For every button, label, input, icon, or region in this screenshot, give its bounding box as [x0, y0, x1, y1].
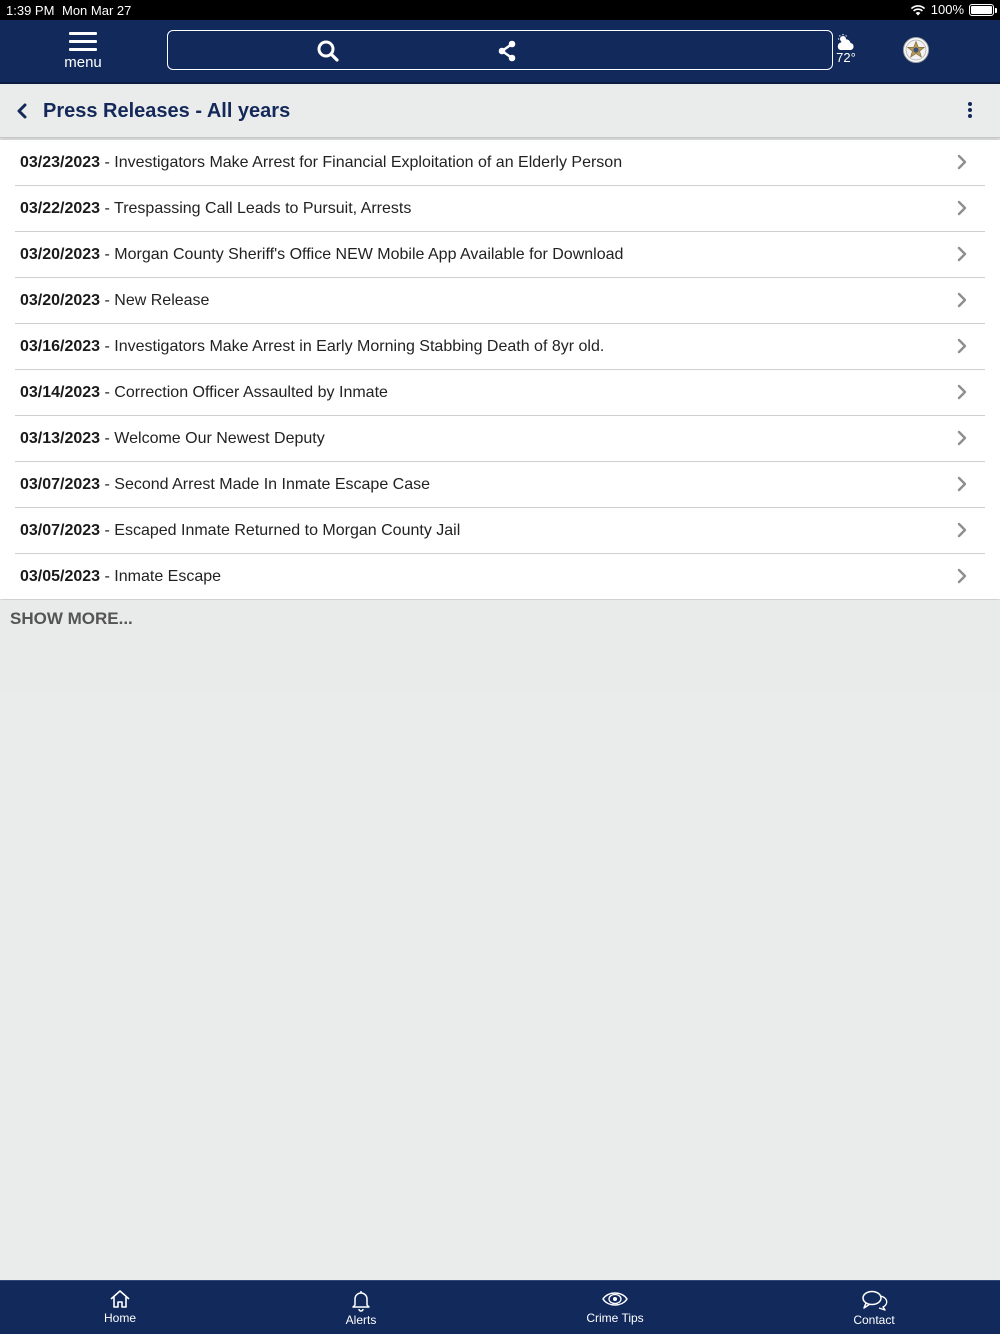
list-item[interactable]	[15, 416, 985, 462]
status-time: 1:39 PM	[6, 3, 55, 18]
release-date: 03/14/2023	[20, 384, 101, 401]
hamburger-icon	[69, 32, 97, 51]
sheriff-badge-icon[interactable]	[903, 37, 929, 63]
release-title: Investigators Make Arrest in Early Morning Stabbing Death of 8yr old.	[114, 338, 605, 355]
bottom-tab-bar	[0, 1280, 1000, 1334]
back-button[interactable]	[14, 100, 32, 122]
release-title: Welcome Our Newest Deputy	[114, 430, 325, 447]
kebab-dot	[968, 114, 972, 118]
status-right	[910, 2, 994, 17]
chevron-left-icon	[14, 100, 30, 122]
show-more-button[interactable]: SHOW MORE...	[10, 609, 133, 628]
more-options-button[interactable]	[962, 102, 978, 122]
list-item[interactable]	[15, 324, 985, 370]
menu-button[interactable]	[52, 28, 114, 76]
separator: -	[100, 522, 115, 539]
chevron-right-icon	[957, 430, 967, 446]
chevron-right-icon	[957, 338, 967, 354]
list-item-text	[20, 200, 411, 218]
status-bar	[0, 0, 1000, 20]
list-item[interactable]	[15, 370, 985, 416]
list-item-text	[20, 522, 460, 540]
release-title: Second Arrest Made In Inmate Escape Case	[114, 476, 431, 493]
list-item[interactable]	[15, 186, 985, 232]
chevron-right-icon	[957, 154, 967, 170]
separator: -	[100, 430, 115, 447]
page-title: Press Releases - All years	[43, 100, 291, 122]
separator: -	[100, 246, 115, 263]
list-item[interactable]	[15, 278, 985, 324]
list-item-text	[20, 430, 325, 448]
app-header	[0, 20, 1000, 84]
chevron-right-icon	[957, 476, 967, 492]
weather-button[interactable]	[816, 31, 876, 71]
tab-alerts-label: Alerts	[345, 1313, 377, 1327]
header-toolbox	[167, 30, 856, 70]
separator: -	[100, 476, 115, 493]
chevron-right-icon	[957, 522, 967, 538]
tab-alerts[interactable]	[311, 1281, 411, 1334]
list-item-text	[20, 568, 221, 586]
weather-temp: 72°	[836, 50, 856, 65]
release-date: 03/23/2023	[20, 154, 101, 171]
separator: -	[100, 384, 115, 401]
tab-contact[interactable]	[824, 1281, 924, 1334]
kebab-dot	[968, 102, 972, 106]
list-item[interactable]	[15, 140, 985, 186]
press-release-list	[0, 140, 1000, 599]
battery-percent: 100%	[930, 2, 964, 17]
release-date: 03/16/2023	[20, 338, 101, 355]
release-title: Escaped Inmate Returned to Morgan County Jail	[114, 522, 461, 539]
release-title: Investigators Make Arrest for Financial Exploitation of an Elderly Person	[114, 154, 623, 171]
share-button[interactable]	[477, 31, 537, 71]
release-title: Morgan County Sheriff's Office NEW Mobile App Available for Download	[114, 246, 624, 263]
home-icon	[108, 1288, 132, 1310]
release-date: 03/22/2023	[20, 200, 101, 217]
list-item-text	[20, 384, 388, 402]
release-date: 03/20/2023	[20, 292, 101, 309]
chevron-right-icon	[957, 246, 967, 262]
tab-home-label: Home	[103, 1311, 136, 1325]
separator: -	[100, 568, 115, 585]
release-date: 03/07/2023	[20, 522, 101, 539]
separator: -	[100, 154, 115, 171]
menu-label: menu	[64, 54, 102, 71]
battery-icon	[969, 4, 994, 16]
star-icon	[905, 39, 927, 61]
title-bar	[0, 86, 1000, 138]
separator: -	[100, 292, 115, 309]
wifi-icon	[910, 4, 926, 16]
list-item[interactable]	[15, 232, 985, 278]
list-item[interactable]	[15, 554, 985, 600]
separator: -	[100, 338, 115, 355]
release-date: 03/07/2023	[20, 476, 101, 493]
release-date: 03/05/2023	[20, 568, 101, 585]
show-more-area	[0, 600, 1000, 692]
release-title: Inmate Escape	[114, 568, 222, 585]
status-date: Mon Mar 27	[62, 3, 132, 18]
chevron-right-icon	[957, 384, 967, 400]
list-item-text	[20, 246, 623, 264]
search-button[interactable]	[298, 31, 358, 71]
chevron-right-icon	[957, 200, 967, 216]
list-item[interactable]	[15, 508, 985, 554]
release-title: New Release	[114, 292, 210, 309]
chevron-right-icon	[957, 292, 967, 308]
list-item-text	[20, 154, 622, 172]
release-title: Trespassing Call Leads to Pursuit, Arrests	[114, 200, 412, 217]
chat-icon	[860, 1288, 888, 1312]
list-item[interactable]	[15, 462, 985, 508]
list-item-text	[20, 476, 430, 494]
kebab-dot	[968, 108, 972, 112]
chevron-right-icon	[957, 568, 967, 584]
search-icon	[316, 39, 340, 63]
release-date: 03/13/2023	[20, 430, 101, 447]
tab-crime-tips[interactable]	[565, 1281, 665, 1334]
eye-icon	[601, 1288, 629, 1310]
list-item-text	[20, 292, 209, 310]
separator: -	[100, 200, 115, 217]
share-icon	[495, 39, 519, 63]
tab-crime-tips-label: Crime Tips	[586, 1311, 644, 1325]
release-title: Correction Officer Assaulted by Inmate	[114, 384, 388, 401]
tab-contact-label: Contact	[853, 1313, 895, 1327]
tab-home[interactable]	[70, 1281, 170, 1334]
release-date: 03/20/2023	[20, 246, 101, 263]
list-item-text	[20, 338, 604, 356]
bell-icon	[349, 1288, 373, 1312]
